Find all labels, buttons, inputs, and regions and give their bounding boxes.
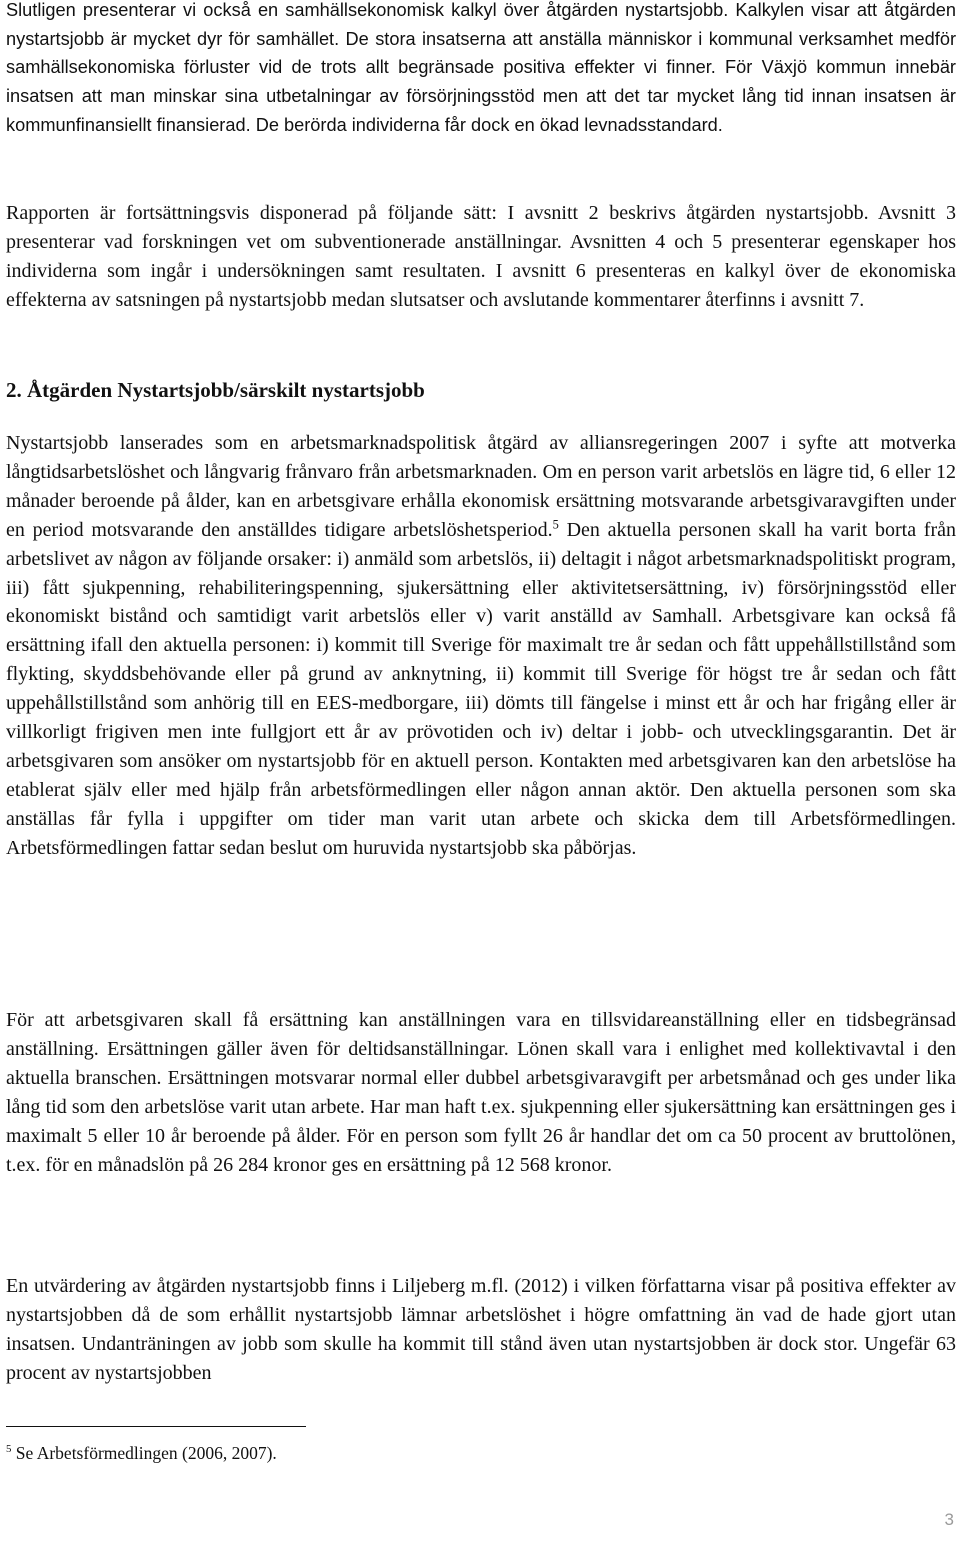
paragraph-report-outline: Rapporten är fortsättningsvis disponerad på följande sätt: I avsnitt 2 beskrivs åtgärden nystartsjobb. Avsnitt 3 presenterar vad forskningen vet om subventionerade anställningar. Avsnitten 4 och 5 presenterar egenskaper hos individerna som ingår i undersökningen samt resultaten. I avsnitt 6 presenteras en kalkyl över de ekonomiska effekterna av satsningen på nystartsjobb medan slutsatser och avslutande kommentarer återfinns i avsnitt 7. [6,202,956,311]
paragraph-measure-description [6,429,956,863]
footnote-number: 5 [6,1443,12,1456]
paragraph-compensation: För att arbetsgivaren skall få ersättning kan anställningen vara en tillsvidareanställning eller en tidsbegränsad anställning. Ersättningen gäller även för deltidsanställningar. Lönen skall vara i enlighet med kollektivavtal i den aktuella branschen. Ersättningen motsvarar normal eller dubbel arbetsgivaravgift per arbetsmånad och ges under lika lång tid som den arbetslöse varit utan arbete. Har man haft t.ex. sjukpenning eller sjukersättning kan ersättningen ges i maximalt 5 eller 10 år beroende på ålder. För en person som fyllt 26 år handlar det om ca 50 procent av bruttolönen, t.ex. för en månadslön på 26 284 kronor ges en ersättning på 12 568 kronor. [6,1009,956,1176]
description-text-part2: Den aktuella personen skall ha varit borta från arbetslivet av någon av följande orsaker: i) anmäld som arbetslös, ii) deltagit i något arbetsmarknadspolitiskt program, iii) fått sjukpenning, rehabiliteringspenning, sjukersättning eller aktivitetsersättning, iv) försörjningsstöd eller ekonomiskt bistånd och samtidigt varit arbetslös eller v) varit anställd av Samhall. Arbetsgivare kan också få ersättning ifall den aktuella personen: i) kommit till Sverige för maximalt tre år sedan och fått uppehållstillstånd som flykting, skyddsbehövande eller på grund av anknytning, ii) kommit till Sverige för högst tre år sedan och fått uppehållstillstånd som anhörig till en EES-medborgare, iii) dömts till fängelse i minst ett år och har frigång eller är villkorligt frigiven men inte fullgjort ett år av prövotiden och iv) deltar i jobb- och utvecklingsgarantin. Det är arbetsgivaren som ansöker om nystartsjobb för en aktuell person. Kontakten med arbetsgivaren kan den arbetslöse ha etablerat själv eller med hjälp från arbetsförmedlingen eller någon annan aktör. Den aktuella personen som ska anställas får fylla i uppgifter om tider man varit utan arbete och skicka dem till Arbetsförmedlingen. Arbetsförmedlingen fattar sedan beslut om huruvida nystartsjobb ska påbörjas. [6,518,956,859]
footnote-text: Se Arbetsförmedlingen (2006, 2007). [11,1443,277,1463]
footnote [6,1441,277,1465]
paragraph-evaluation: En utvärdering av åtgärden nystartsjobb finns i Liljeberg m.fl. (2012) i vilken författarna visar på positiva effekter av nystartsjobben då de som erhållit nystartsjobb lämnar arbetslöshet i högre omfattning än vad de hade gjort utan insatsen. Undanträningen av jobb som skulle ha kommit till stånd även utan nystartsjobben är dock stor. Ungefär 63 procent av nystartsjobben [6,1275,956,1384]
footnote-reference: 5 [552,517,559,532]
page-number: 3 [944,1510,954,1529]
paragraph-intro: Slutligen presenterar vi också en samhällsekonomisk kalkyl över åtgärden nystartsjobb. Kalkylen visar att åtgärden nystartsjobb är mycket dyr för samhället. De stora insatserna att anställa människor i kommunal verksamhet medför samhällsekonomiska förluster vid de trots allt begränsade positiva effekter vi finner. För Växjö kommun innebär insatsen att man minskar sina utbetalningar av försörjningsstöd men att det tar mycket lång tid innan insatsen är kommunfinansiellt finansierad. De berörda individerna får dock en ökad levnadsstandard. [6,0,956,135]
description-text-part1: Nystartsjobb lanserades som en arbetsmarknadspolitisk åtgärd av alliansregeringen 2007 i syfte att motverka långtidsarbetslöshet och långvarig frånvaro från arbetsmarknaden. Om en person varit arbetslös en lägre tid, 6 eller 12 månader beroende på ålder, kan en arbetsgivare erhålla ekonomisk ersättning motsvarande arbetsgivaravgiften under en period motsvarande den anställdes tidigare arbetslöshetsperiod. [6,432,956,541]
section-heading: 2. Åtgärden Nystartsjobb/särskilt nystartsjobb [6,378,425,402]
footnote-divider [6,1426,306,1427]
